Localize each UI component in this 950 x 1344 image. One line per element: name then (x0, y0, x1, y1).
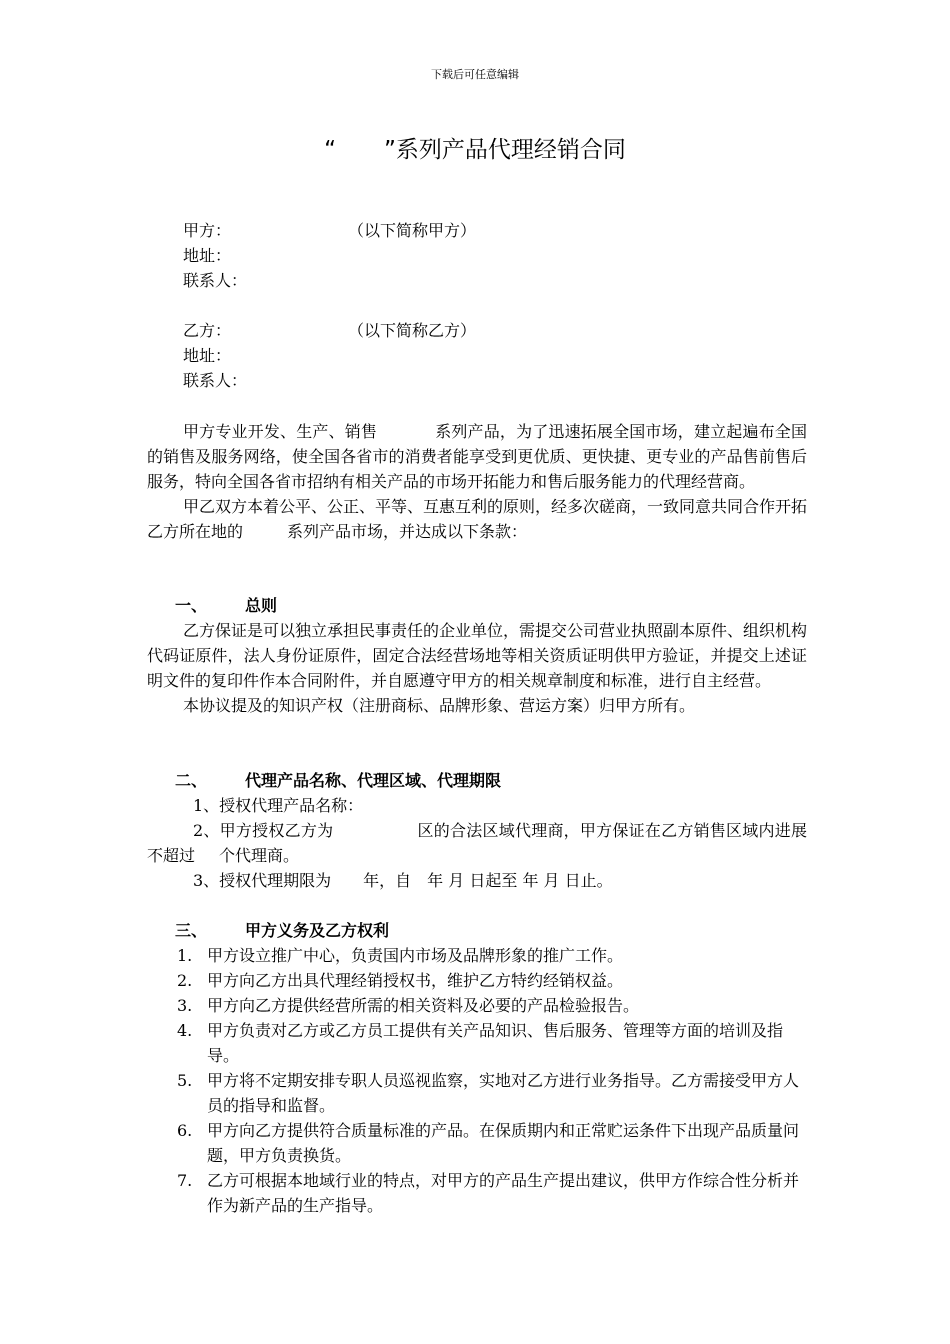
list-item-text: 甲方设立推广中心，负责国内市场及品牌形象的推广工作。 (207, 946, 624, 965)
section-3-list (147, 943, 807, 1218)
list-item (147, 993, 807, 1018)
page-title (0, 131, 950, 164)
section-3-title: 甲方义务及乙方权利 (245, 921, 390, 940)
list-item-text: 甲方负责对乙方或乙方员工提供有关产品知识、售后服务、管理等方面的培训及指导。 (207, 1021, 784, 1065)
intro-paragraph-2 (147, 494, 807, 544)
list-item (147, 1018, 807, 1068)
party-a-address: 地址： (183, 246, 232, 265)
party-a-contact: 联系人： (183, 271, 248, 290)
list-item-text: 甲方将不定期安排专职人员巡视监察，实地对乙方进行业务指导。乙方需接受甲方人员的指导和监督。 (207, 1071, 800, 1115)
list-item (147, 1118, 807, 1168)
section-2-item-2-part-a: 2、甲方授权乙方为 (193, 821, 334, 840)
section-2-item-3: 3、授权代理期限为 年，自 年 月 日起至 年 月 日止。 (193, 871, 613, 890)
section-1-title: 总则 (245, 596, 278, 615)
list-item (147, 1068, 807, 1118)
header-note: 下载后可任意编辑 (431, 68, 519, 81)
section-2-item-2-part-c: 个代理商。 (219, 846, 300, 865)
section-3 (147, 918, 807, 1218)
party-b-contact: 联系人： (183, 371, 248, 390)
list-item-text: 甲方向乙方出具代理经销授权书，维护乙方特约经销权益。 (207, 971, 624, 990)
section-2-item-1: 1、授权代理产品名称： (193, 796, 364, 815)
intro-p1-part-a: 甲方专业开发、生产、销售 (183, 422, 378, 441)
section-2-title: 代理产品名称、代理区域、代理期限 (245, 771, 502, 790)
list-item (147, 1168, 807, 1218)
section-1 (147, 593, 807, 718)
party-b-alias: （以下简称乙方） (348, 321, 477, 340)
section-1-heading (147, 593, 807, 618)
party-a-label: 甲方： (183, 221, 232, 240)
list-item-text: 甲方向乙方提供经营所需的相关资料及必要的产品检验报告。 (207, 996, 640, 1015)
list-item-number: 1. (177, 946, 193, 965)
section-2-number: 二、 (175, 771, 208, 790)
list-item-number: 5. (177, 1071, 193, 1090)
list-item (147, 968, 807, 993)
party-b-address: 地址： (183, 346, 232, 365)
list-item-text: 甲方向乙方提供符合质量标准的产品。在保质期内和正常贮运条件下出现产品质量问题，甲方负责换货。 (207, 1121, 800, 1165)
list-item-number: 4. (177, 1021, 193, 1040)
intro-block (147, 419, 807, 544)
title-open-quote: “ (324, 137, 336, 163)
list-item-number: 2. (177, 971, 193, 990)
section-1-paragraph-2: 本协议提及的知识产权（注册商标、品牌形象、营运方案）归甲方所有。 (183, 696, 696, 715)
list-item-number: 3. (177, 996, 193, 1015)
section-2 (147, 768, 807, 893)
intro-p2-part-a: 甲乙双方本着公平、公正、平等、互惠互利的原则，经多次磋商，一致同意共同合作开拓乙方所在地的 (147, 497, 808, 541)
list-item (147, 943, 807, 968)
list-item-number: 6. (177, 1121, 193, 1140)
section-3-number: 三、 (175, 921, 208, 940)
section-3-heading (147, 918, 807, 943)
intro-paragraph-1 (147, 419, 807, 494)
list-item-text: 乙方可根据本地域行业的特点，对甲方的产品生产提出建议，供甲方作综合性分析并作为新产品的生产指导。 (207, 1171, 800, 1215)
party-a-block (147, 218, 807, 293)
intro-p1-part-b: 系列产品，为了迅速拓展全国市场，建立起遍布全国的销售及服务网络，使全国各省市的消费者能享受到更优质、更快捷、更专业的产品售前售后服务，特向全国各省市招纳有相关产品的市场开拓能力和售后服务能力的代理经营商。 (147, 422, 807, 491)
party-b-label: 乙方： (183, 321, 232, 340)
section-2-item-2-part-b: 区的合法区域代理商，甲方保证在乙方销售区域内进展不超过 (147, 821, 807, 865)
section-2-heading (147, 768, 807, 793)
title-text: ”系列产品代理经销合同 (384, 137, 626, 163)
party-a-alias: （以下简称甲方） (348, 221, 477, 240)
section-1-paragraph-1: 乙方保证是可以独立承担民事责任的企业单位，需提交公司营业执照副本原件、组织机构代码证原件，法人身份证原件，固定合法经营场地等相关资质证明供甲方验证，并提交上述证明文件的复印件作本合同附件，并自愿遵守甲方的相关规章制度和标准，进行自主经营。 (147, 621, 808, 690)
intro-p2-part-b: 系列产品市场，并达成以下条款： (287, 522, 528, 541)
list-item-number: 7. (177, 1171, 193, 1190)
party-b-block (147, 318, 807, 393)
section-1-number: 一、 (175, 596, 208, 615)
section-2-item-2 (147, 818, 807, 868)
